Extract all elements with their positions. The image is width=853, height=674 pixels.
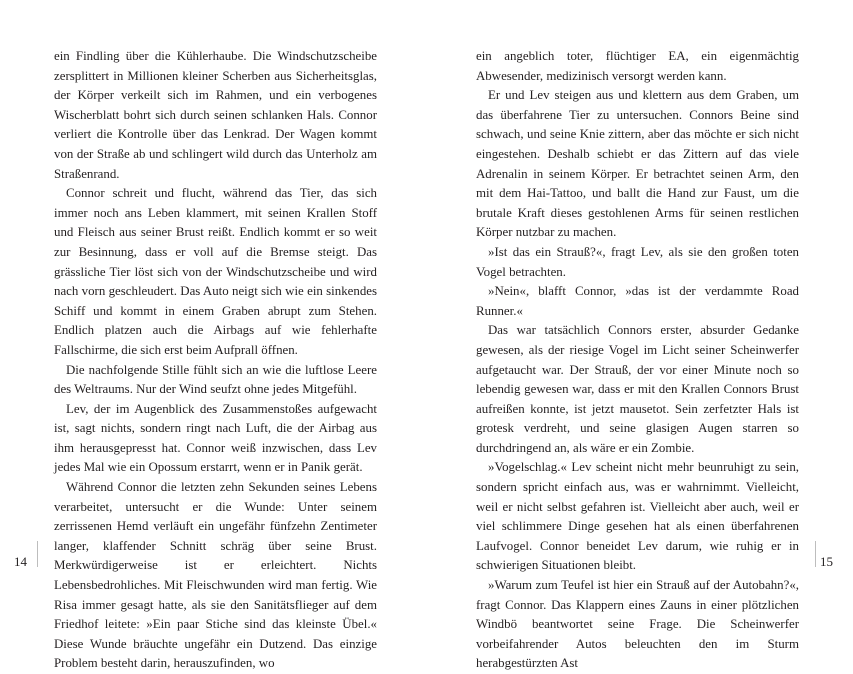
left-paragraph-4: Lev, der im Augenblick des Zusammenstoßes aufgewacht ist, sagt nichts, sondern ringt nach Luft, die der Airbag aus ihm herausgepresst hat. Connor weiß inzwischen, dass Lev jedes Mal wie ein Opossum erstarrt, wenn er in Panik gerät. [54, 401, 377, 475]
right-page-margin-rule [815, 541, 816, 567]
right-paragraph-6: »Vogelschlag.« Lev scheint nicht mehr beunruhigt zu sein, sondern spricht einfach aus, was er wahrnimmt. Vielleicht, weil er nicht selbst gefahren ist. Vielleicht aber auch, weil er viel schlimmere Dinge gesehen hat als einen überfahrenen Laufvogel. Connor beneidet Lev darum, wie ruhig er in schwierigen Situationen bleibt. [476, 460, 799, 573]
right-paragraph-2: Er und Lev steigen aus und klettern aus dem Graben, um das überfahrene Tier zu untersuchen. Connors Beine sind schwach, und seine Knie zittern, aber das möchte er sich nicht eingestehen. Deshalb schiebt er das Zittern auf das viele Adrenalin in seinem Körper. Er betrachtet seinen Arm, den mit dem Hai-Tattoo, und ballt die Hand zur Faust, um die brutale Kraft dieses gestohlenen Arms für seinen restlichen Körper nutzbar zu machen. [476, 88, 799, 240]
left-paragraph-5: Während Connor die letzten zehn Sekunden seines Lebens verarbeitet, untersucht er die Wunde: Unter seinem zerrissenen Hemd verläuft ein ungefähr fünfzehn Zentimeter langer, klaffender Schnitt schräg über seine Brust. Merkwürdigerweise ist er erleichtert. Nichts Lebensbedrohliches. Mit Fleischwunden wird man fertig. Wie Risa immer gesagt hatte, als sie den Sanitätsflieger auf dem Friedhof leitete: »Ein paar Stiche sind das kleinste Übel.« Diese Wunde bräuchte ungefähr ein Dutzend. Das einzige Problem besteht darin, herauszufinden, wo [54, 480, 377, 671]
right-paragraph-1: ein angeblich toter, flüchtiger EA, ein eigenmächtig Abwesender, medizinisch versorgt werden kann. [476, 49, 799, 83]
right-page-number: 15 [820, 554, 833, 569]
left-page-margin-rule [37, 541, 38, 567]
right-paragraph-3: »Ist das ein Strauß?«, fragt Lev, als sie den großen toten Vogel betrachten. [476, 244, 799, 279]
right-paragraph-5: Das war tatsächlich Connors erster, absurder Gedanke gewesen, als der riesige Vogel im Licht seiner Scheinwerfer aufgetaucht war. Der Strauß, der vor einer Minute noch so lebendig gewesen war, dass er mit den Krallen Connors Brust aufreißen konnte, ist jetzt mausetot. Sein zerfetzter Hals ist grotesk verdreht, und seine glasigen Augen starren so durchdringend an, als wäre er ein Zombie. [476, 323, 799, 455]
right-paragraph-4: »Nein«, blafft Connor, »das ist der verdammte Road Runner.« [476, 284, 799, 318]
right-paragraph-7: »Warum zum Teufel ist hier ein Strauß auf der Autobahn?«, fragt Connor. Das Klappern eines Zauns in einer plötzlichen Windbö beantwortet seine Frage. Die Scheinwerfer vorbeifahrender Autos beleuchten den im Sturm herabgestürzten Ast [476, 578, 799, 671]
right-page-text [476, 47, 799, 674]
left-paragraph-2: Connor schreit und flucht, während das Tier, das sich immer noch ans Leben klammert, mit seinen Krallen Stoff und Fleisch aus seiner Brust reißt. Endlich kommt er so weit zur Besinnung, dass er voll auf die Bremse steigt. Das grässliche Tier löst sich von der Windschutzscheibe und wird nach vorn geschleudert. Das Auto neigt sich wie ein sinkendes Schiff und kommt in einem Graben abrupt zum Stehen. Endlich platzen auch die Airbags auf wie fehlerhafte Fallschirme, die sich erst beim Aufprall öffnen. [54, 186, 377, 357]
left-page-number: 14 [14, 554, 27, 569]
left-paragraph-3: Die nachfolgende Stille fühlt sich an wie die luftlose Leere des Weltraums. Nur der Wind seufzt ohne jedes Mitgefühl. [54, 362, 377, 397]
left-paragraph-1: ein Findling über die Kühlerhaube. Die Windschutzscheibe zersplittert in Millionen kleiner Scherben aus Sicherheitsglas, der Körper verkeilt sich im Rahmen, und ein verbogenes Wischerblatt bohrt sich durch seinen schlanken Hals. Connor verliert die Kontrolle über das Lenkrad. Der Wagen kommt von der Straße ab und schlingert wild durch das Unterholz am Straßenrand. [54, 49, 377, 181]
left-page-text [54, 47, 377, 674]
